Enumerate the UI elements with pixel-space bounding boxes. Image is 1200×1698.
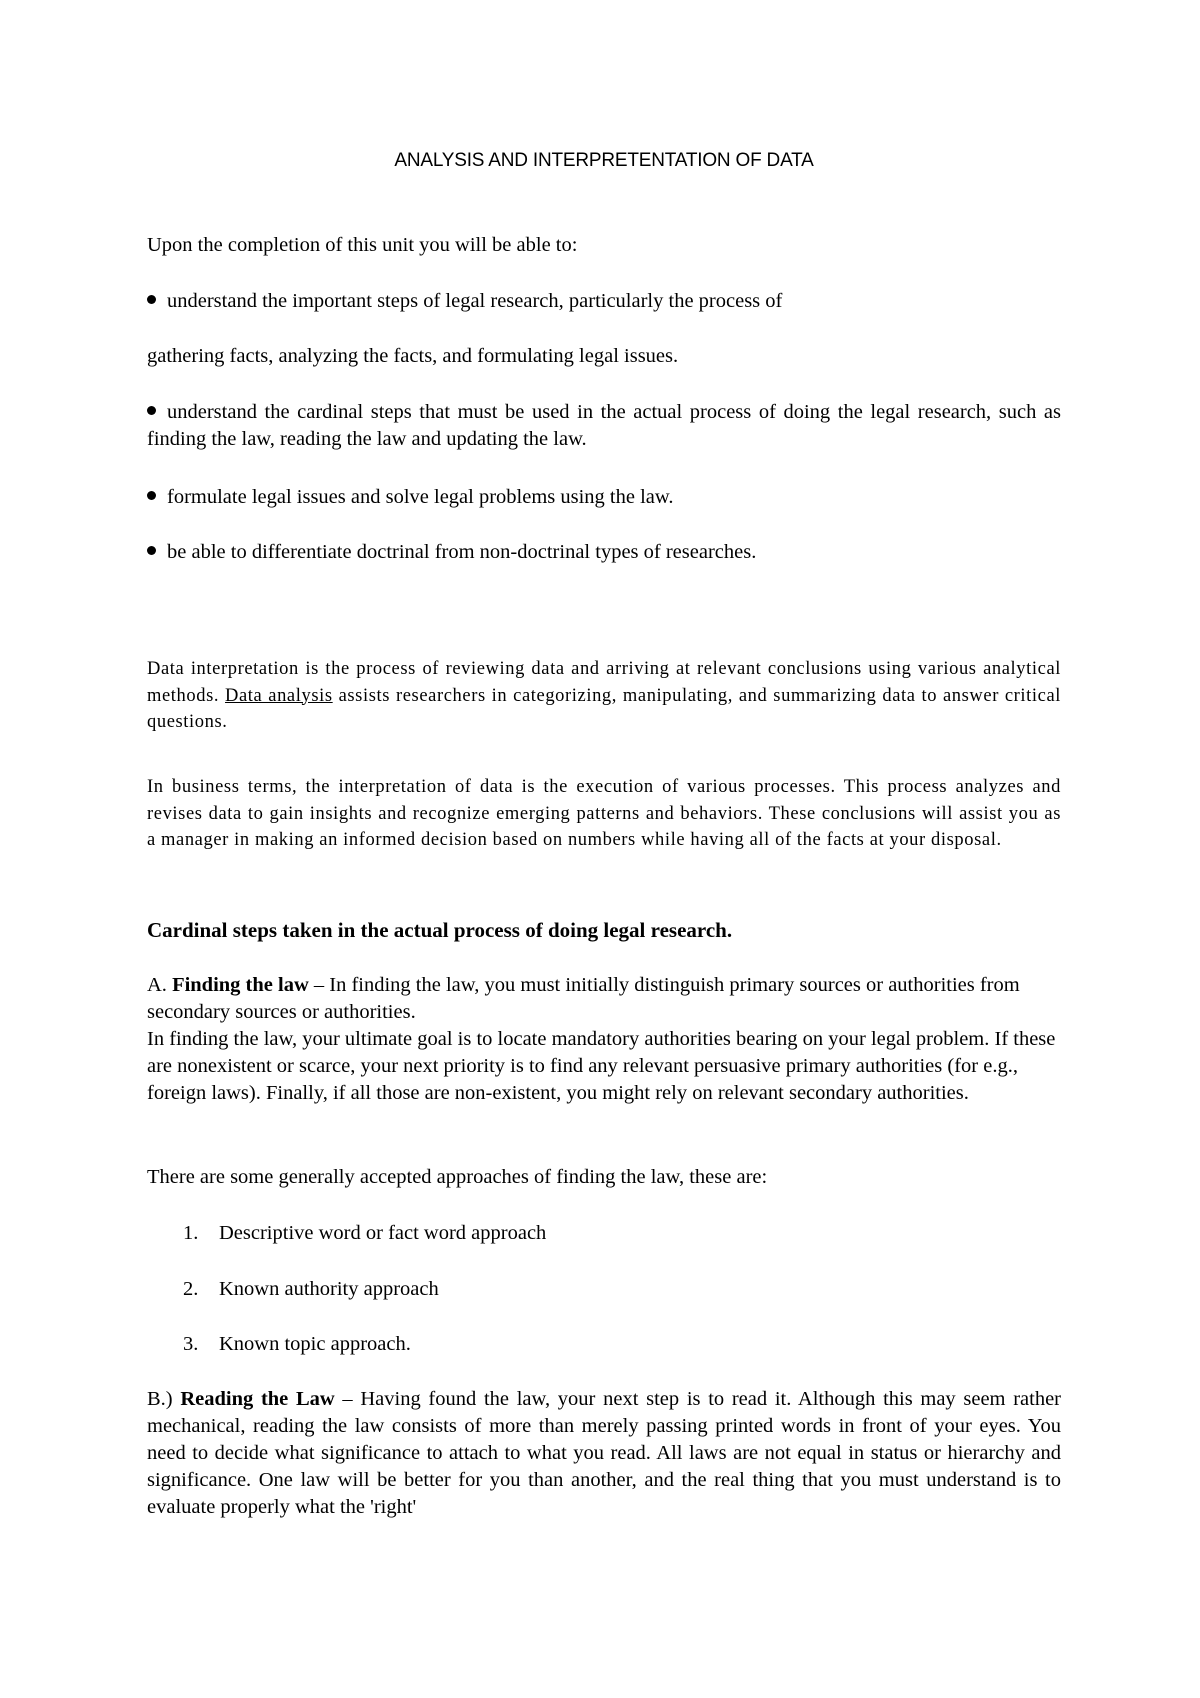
bullet-dot-icon [147, 295, 156, 304]
bullet-item-2: understand the cardinal steps that must be used in the actual process of doing the legal research, such as finding the law, reading the law and updating the law. [147, 401, 1061, 450]
bullet-item-1: understand the important steps of legal research, particularly the process of [147, 288, 1061, 315]
section-b-reading-the-law: B.) Reading the Law – Having found the law, your next step is to read it. Although this may seem rather mechanical, reading the law consists of more than merely passing printed words in front of your eyes. You need to decide what significance to attach to what you read. All laws are not equal in status or hierarchy and significance. One law will be better for you than another, and the real thing that you must understand is to evaluate properly what the 'right' [147, 1388, 1062, 1518]
document-title: ANALYSIS AND INTERPRETENTATION OF DATA [394, 150, 814, 171]
bullet-item-4: be able to differentiate doctrinal from non-doctrinal types of researches. [147, 539, 1061, 566]
bullet-dot-icon [147, 546, 156, 555]
intro-text: Upon the completion of this unit you will be able to: [147, 234, 578, 256]
section-heading: Cardinal steps taken in the actual process of doing legal research. [147, 918, 733, 942]
section-a-finding-the-law: A. Finding the law – In finding the law, you must initially distinguish primary sources or authorities from secondary sources or authorities. [147, 974, 1020, 1023]
bullet-item-3: formulate legal issues and solve legal problems using the law. [147, 484, 1061, 511]
paragraph-data-interpretation: Data interpretation is the process of reviewing data and arriving at relevant conclusions using various analytical methods. Data analysis assists researchers in categorizing, manipulating, and summarizing data to answer critical questions. [147, 659, 1062, 732]
list-item: 1. Descriptive word or fact word approach [183, 1222, 547, 1244]
data-analysis-link[interactable]: Data analysis [225, 685, 333, 706]
list-item: 3. Known topic approach. [183, 1333, 411, 1355]
approaches-intro: There are some generally accepted approaches of finding the law, these are: [147, 1166, 768, 1188]
bullet-item-1-continuation: gathering facts, analyzing the facts, and formulating legal issues. [147, 345, 679, 367]
bullet-dot-icon [147, 406, 156, 415]
bullet-dot-icon [147, 491, 156, 500]
list-item: 2. Known authority approach [183, 1278, 439, 1300]
section-a-paragraph-2: In finding the law, your ultimate goal is to locate mandatory authorities bearing on your legal problem. If these are nonexistent or scarce, your next priority is to find any relevant persuasive primary authorities (for e.g., foreign laws). Finally, if all those are non-existent, you might rely on relevant secondary authorities. [147, 1028, 1056, 1104]
paragraph-business-terms: In business terms, the interpretation of data is the execution of various processes. This process analyzes and revises data to gain insights and recognize emerging patterns and behaviors. These conclusions will assist you as a manager in making an informed decision based on numbers while having all of the facts at your disposal. [147, 777, 1061, 850]
